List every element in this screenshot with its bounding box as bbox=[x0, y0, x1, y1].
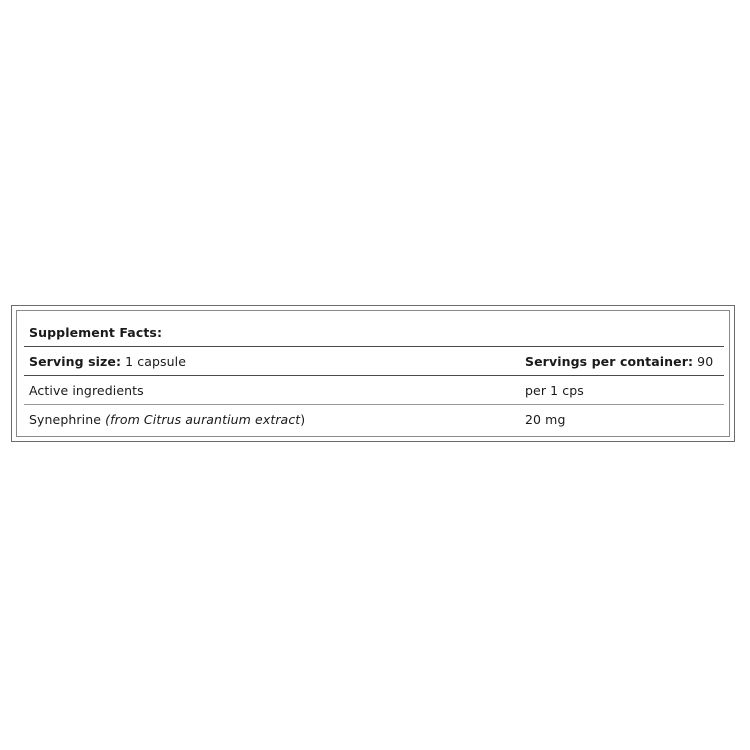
facts-title: Supplement Facts: bbox=[29, 325, 163, 340]
servings-per-container bbox=[525, 354, 713, 369]
facts-title-row bbox=[24, 319, 724, 347]
supplement-facts-table bbox=[24, 319, 724, 433]
servings-per-container-label: Servings per container: bbox=[525, 353, 694, 369]
ingredient-source-close: ) bbox=[300, 411, 306, 427]
ingredient-source: from Citrus aurantium extract bbox=[110, 411, 301, 427]
supplement-facts-panel bbox=[11, 305, 735, 442]
serving-size-value: 1 capsule bbox=[121, 353, 187, 369]
serving-size bbox=[29, 354, 186, 369]
ingredient-amount: 20 mg bbox=[525, 411, 566, 427]
ingredient-name-text: Synephrine bbox=[29, 411, 106, 427]
ingredient-row bbox=[24, 405, 724, 433]
serving-size-label: Serving size: bbox=[29, 353, 122, 369]
active-ingredients-header: Active ingredients bbox=[29, 382, 144, 398]
column-header-row bbox=[24, 376, 724, 405]
ingredient-name bbox=[29, 412, 305, 427]
ingredient-source-open: ( bbox=[105, 411, 111, 427]
serving-info-row bbox=[24, 347, 724, 376]
supplement-facts-inner-border bbox=[16, 310, 730, 437]
servings-per-container-value: 90 bbox=[693, 353, 714, 369]
per-serving-header: per 1 cps bbox=[525, 382, 584, 398]
